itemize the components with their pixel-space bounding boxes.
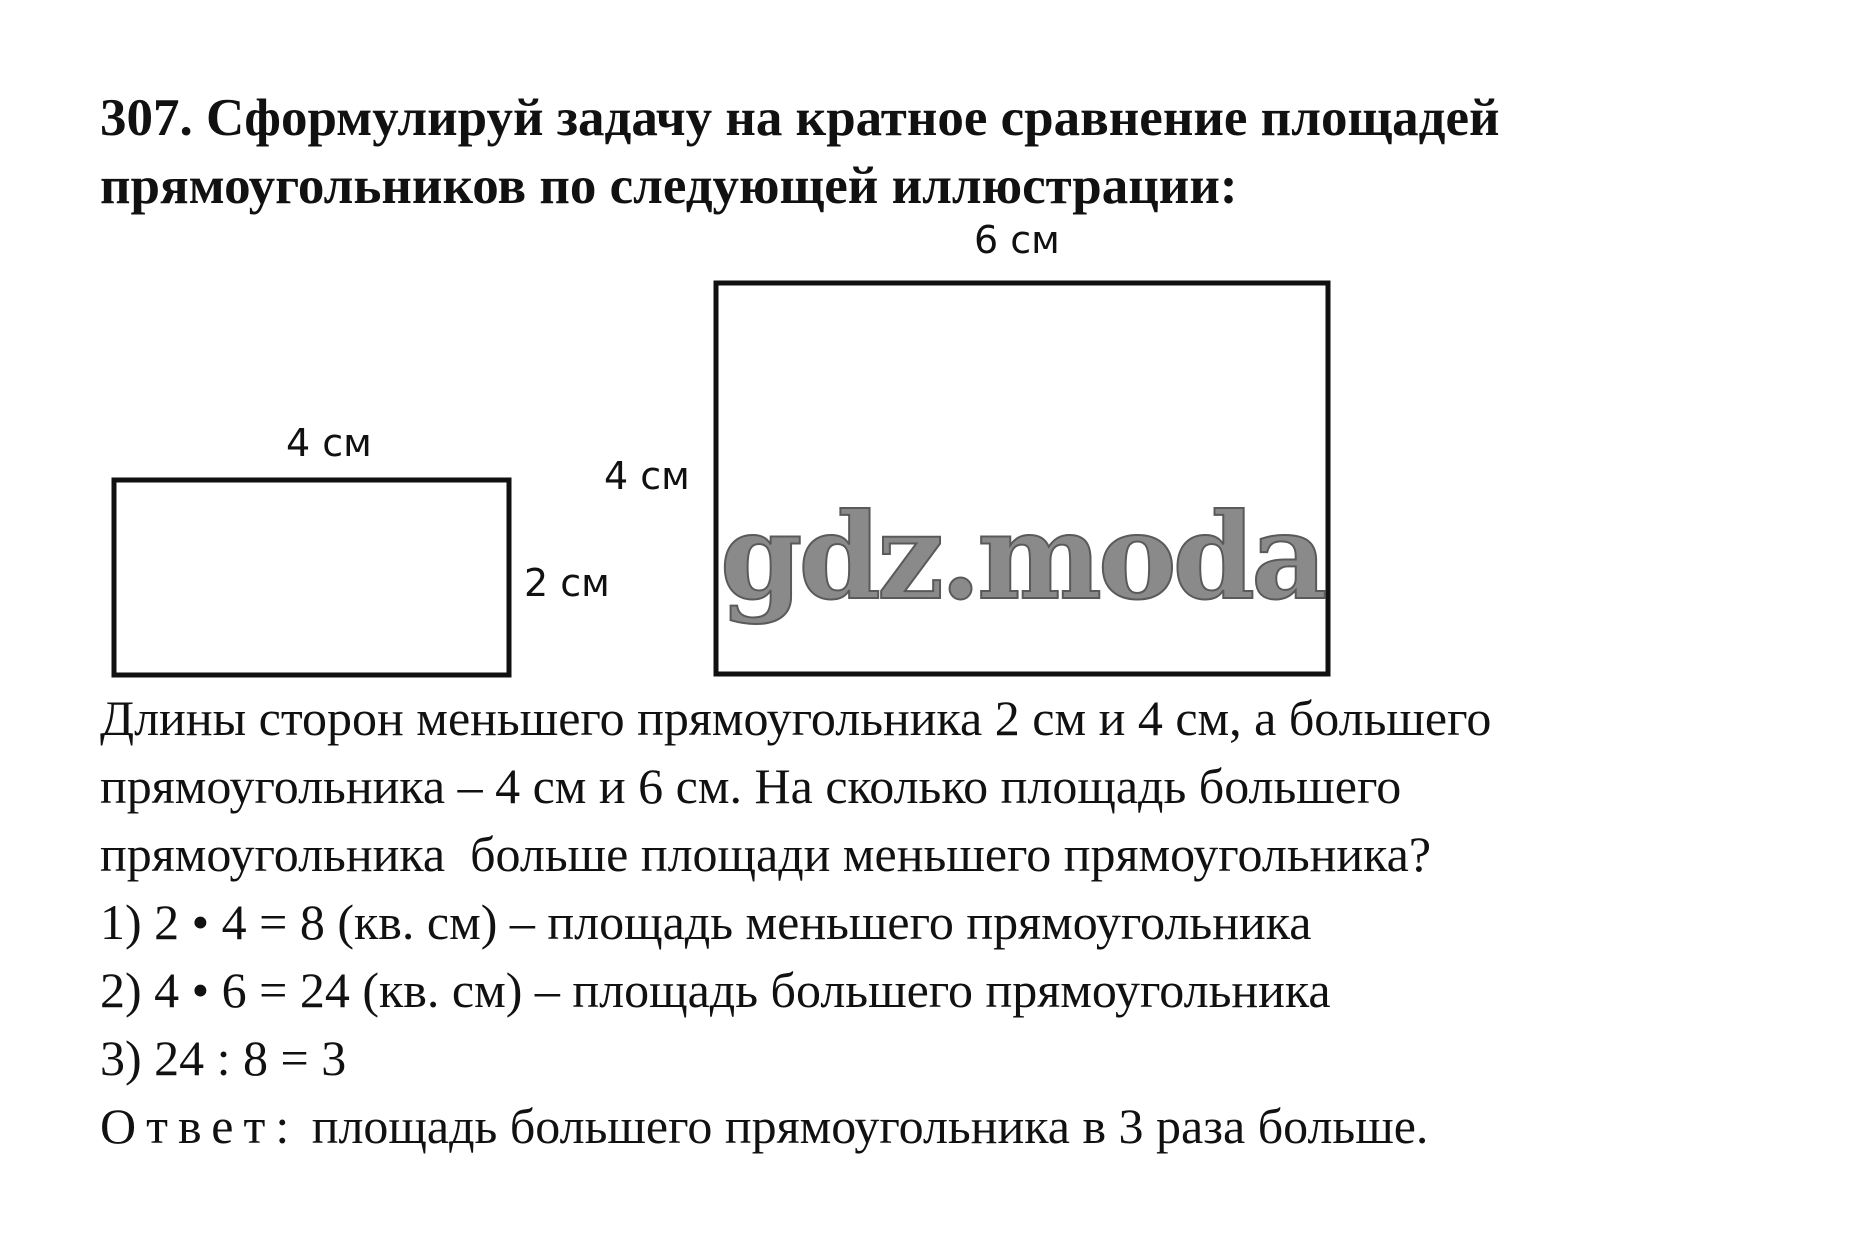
title-line-1: 307. Сформулируй задачу на кратное сравнение площадей [100,89,1500,147]
solution-step-1: 1) 2 • 4 = 8 (кв. см) – площадь меньшего прямоугольника [100,894,1312,950]
answer-text: площадь большего прямоугольника в 3 раза больше. [299,1098,1429,1154]
small-rect-height-label: 2 см [524,561,610,605]
solution-step-3: 3) 24 : 8 = 3 [100,1030,347,1086]
solution-step-2: 2) 4 • 6 = 24 (кв. см) – площадь большего прямоугольника [100,962,1331,1018]
statement-line-2: прямоугольника – 4 см и 6 см. На сколько площадь большего [100,758,1402,814]
statement-line-3: прямоугольника больше площади меньшего прямоугольника? [100,826,1432,882]
solution-text [100,684,1820,1160]
large-rect-height-label: 4 см [604,454,690,498]
title-line-2: прямоугольников по следующей иллюстрации: [100,157,1238,215]
answer-label: Ответ: [100,1098,300,1154]
large-rect-width-label: 6 см [974,218,1060,262]
small-rectangle [114,480,509,675]
watermark-logo: gdz.moda [720,487,1324,626]
small-rect-width-label: 4 см [286,421,372,465]
statement-line-1: Длины сторон меньшего прямоугольника 2 см и 4 см, а большего [100,690,1492,746]
answer-line [100,1092,1820,1160]
